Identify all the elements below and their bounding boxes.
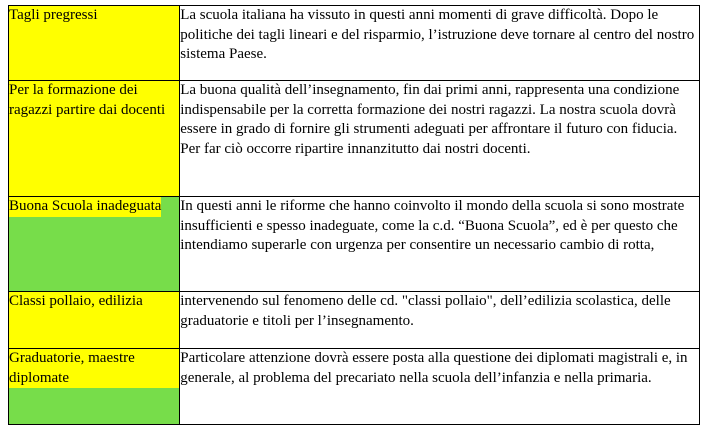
description-cell [180, 6, 700, 81]
topic-cell [9, 349, 180, 425]
topic-cell [9, 6, 180, 81]
table-row [9, 81, 700, 197]
description-cell [180, 349, 700, 425]
table-row [9, 6, 700, 81]
topic-label: Tagli pregressi [9, 7, 98, 23]
description-text: Particolare attenzione dovrà essere posta alla questione dei diplomati magistrali e, in generale, al problema del precariato nella scuola dell’infanzia e nella primaria. [180, 350, 688, 386]
table-row [9, 197, 700, 292]
summary-table [8, 5, 700, 425]
description-text: intervenendo sul fenomeno delle cd. "classi pollaio", dell’edilizia scolastica, delle graduatorie e titoli per l’insegnamento. [180, 293, 671, 329]
topic-label: Buona Scuola inadeguata [9, 197, 161, 217]
description-cell [180, 197, 700, 292]
topic-label: Graduatorie, maestre diplomate [9, 349, 179, 388]
description-text: In questi anni le riforme che hanno coinvolto il mondo della scuola si sono mostrate insufficienti e spesso inadeguate, come la c.d. “Buona Scuola”, ed è per questo che intendiamo superarle con urgenza per consentire un necessario cambio di rotta, [180, 198, 685, 254]
topic-cell [9, 197, 180, 292]
description-text: La buona qualità dell’insegnamento, fin dai primi anni, rappresenta una condizione indispensabile per la corretta formazione dei nostri ragazzi. La nostra scuola dovrà essere in grado di fornire gli strumenti adeguati per affrontare il futuro con fiducia. Per far ciò occorre ripartire innanzitutto dai nostri docenti. [180, 82, 680, 157]
topic-cell [9, 81, 180, 197]
topic-label: Per la formazione dei ragazzi partire dai docenti [9, 82, 166, 118]
description-cell [180, 81, 700, 197]
topic-label: Classi pollaio, edilizia [9, 293, 143, 309]
topic-cell [9, 292, 180, 349]
table-row [9, 292, 700, 349]
description-cell [180, 292, 700, 349]
table-row [9, 349, 700, 425]
description-text: La scuola italiana ha vissuto in questi anni momenti di grave difficoltà. Dopo le politiche dei tagli lineari e del risparmio, l’istruzione deve tornare al centro del nostro sistema Paese. [180, 7, 695, 63]
